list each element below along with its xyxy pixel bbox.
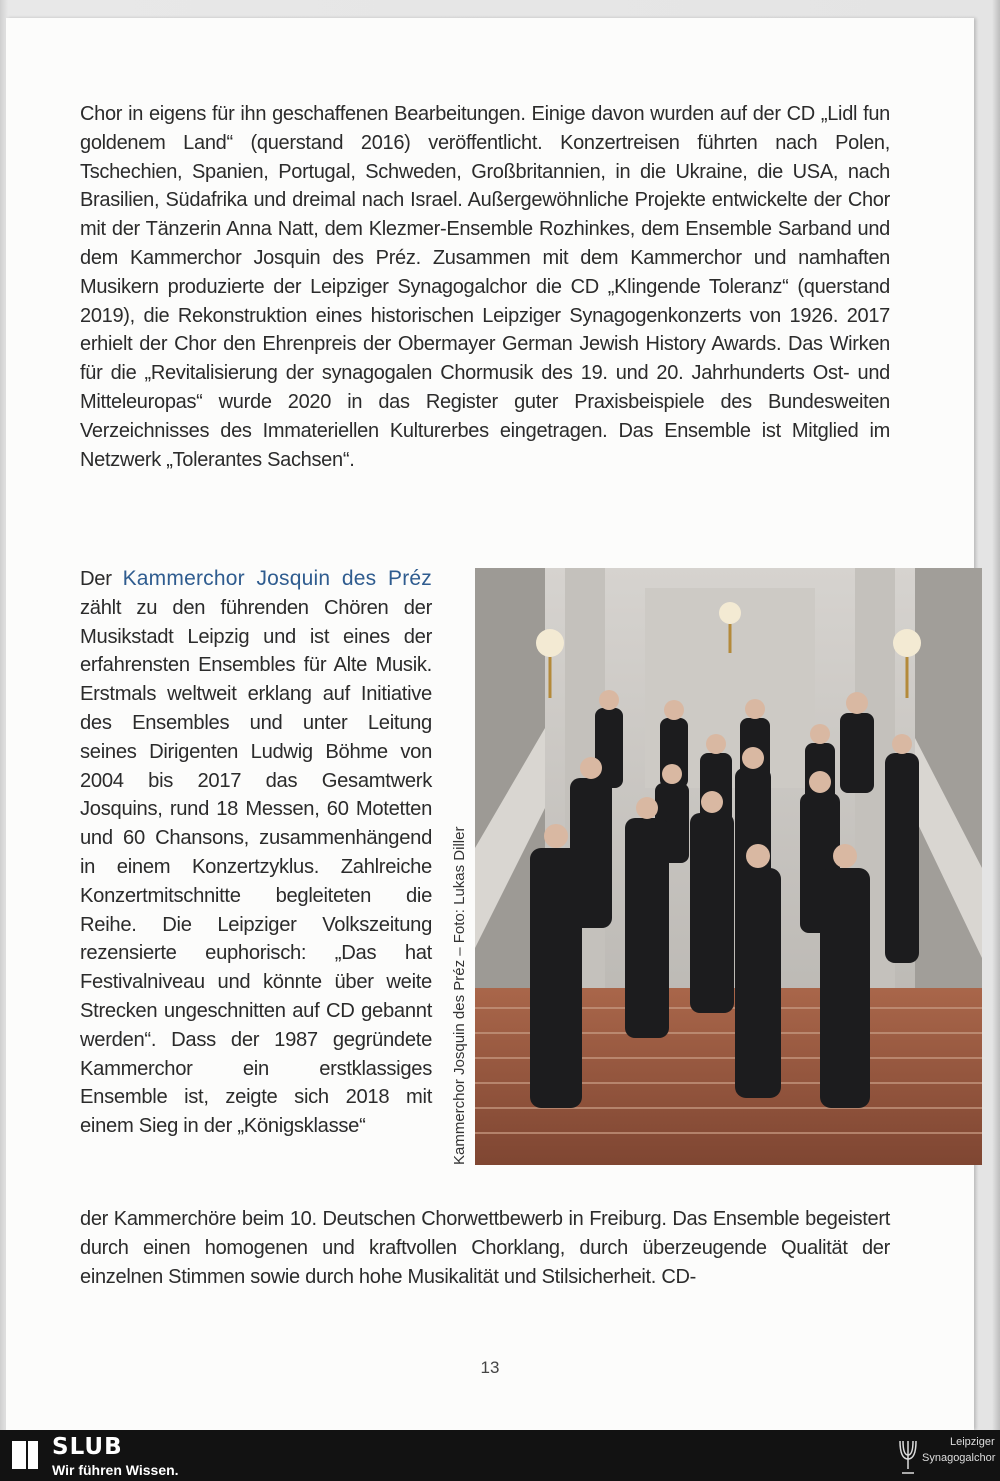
highlight-kammerchor-name: Kammerchor Josquin des Préz (122, 567, 432, 590)
slub-logo-icon (10, 1437, 40, 1473)
page-number: 13 (480, 1358, 500, 1377)
partner-name-line2: Synagogalchor (922, 1452, 996, 1464)
partner-name-line1: Leipziger (950, 1436, 995, 1448)
paragraph-choir-history: Chor in eigens für ihn geschaffenen Bearbeitungen. Einige davon wurden auf der CD „Lidl fun goldenem Land“ (querstand 2016) veröffentlicht. Konzertreisen führten nach Polen, Tschechien, Spanien, Portugal, Schweden, Großbritannien, in die Ukraine, die USA, nach Brasilien, Südafrika und dreimal nach Israel. Außergewöhnliche Projekte entwickelte der Chor mit der Tänzerin Anna Natt, dem Klezmer-Ensemble Rozhinkes, dem Ensemble Sarband und dem Kammerchor Josquin des Préz. Zusammen mit dem Kammerchor und namhaften Musikern produzierte der Leipziger Synagogalchor die CD „Klingende Toleranz“ (querstand 2019), die Rekonstruktion eines historischen Leipziger Synagogenkonzerts von 1926. 2017 erhielt der Chor den Ehrenpreis der Obermayer German Jewish History Awards. Das Wirken für die „Revitalisierung der synagogalen Chormusik des 19. und 20. Jahrhunderts Ost- und Mitteleuropas“ wurde 2020 in das Register guter Praxisbeispiele des Bundesweiten Verzeichnisses des Immateriellen Kulturerbes eingetragen. Das Ensemble ist Mitglied im Netzwerk „Tolerantes Sachsen“. (80, 103, 890, 471)
choir-photo-image (475, 568, 982, 1165)
paragraph-lead: Der (80, 568, 112, 590)
footer-bar (0, 1430, 1000, 1481)
menorah-icon (896, 1433, 920, 1477)
choir-photo (475, 568, 982, 1165)
footer-tagline: Wir führen Wissen. (52, 1462, 179, 1478)
paragraph-kammerchor-continued: der Kammerchöre beim 10. Deutschen Chorwettbewerb in Freiburg. Das Ensemble begeistert durch einen homogenen und kraftvollen Chorklang, durch überzeugende Qualität der einzelnen Stimmen sowie durch hohe Musikalität und Stilsicherheit. CD- (80, 1208, 890, 1288)
photo-caption: Kammerchor Josquin des Préz – Foto: Lukas Diller (451, 826, 468, 1165)
paragraph-body: zählt zu den führenden Chören der Musikstadt Leipzig und ist eines der erfahrensten Ensembles für Alte Musik. Erstmals weltweit erklang auf Initiative des Ensembles und unter Leitung seines Dirigenten Ludwig Böhme von 2004 bis 2017 das Gesamtwerk Josquins, rund 18 Messen, 60 Motetten und 60 Chansons, zusammenhängend in einem Konzertzyklus. Zahlreiche Konzertmitschnitte begleiteten die Reihe. Die Leipziger Volkszeitung rezensierte euphorisch: „Das hat Festivalniveau und könnte über weite Strecken ungeschnitten auf CD gebannt werden“. Dass der 1987 gegründete Kammerchor ein erstklassiges Ensemble ist, zeigte sich 2018 mit einem Sieg in der „Königsklasse“ (80, 596, 432, 1138)
paragraph-kammerchor (80, 565, 432, 1141)
footer-brand[interactable]: SLUB (52, 1434, 123, 1460)
